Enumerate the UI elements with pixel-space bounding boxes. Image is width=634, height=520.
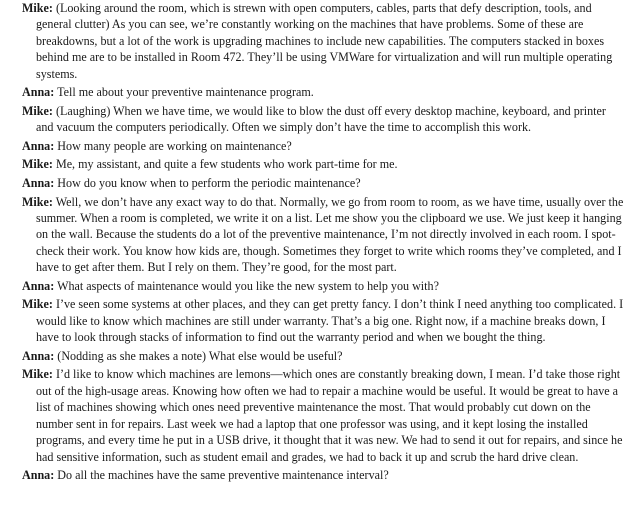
dialogue-turn — [22, 138, 626, 154]
dialogue-turn — [22, 156, 626, 172]
dialogue-turn — [22, 84, 626, 100]
speaker-label: Mike: — [22, 157, 53, 172]
dialogue-turn — [22, 467, 626, 483]
dialogue-text: (Looking around the room, which is strewn with open computers, cables, parts that defy description, tools, and general clutter) As you can see, we’re constantly working on the machines that have problems. Some of these are breakdowns, but a lot of the work is upgrading machines to include new capabilities. The computers stacked in boxes behind me are to be installed in Room 472. They’ll be using VMWare for virtualization and will run multiple operating systems. — [36, 1, 613, 81]
speaker-label: Mike: — [22, 297, 53, 312]
dialogue-text: What aspects of maintenance would you like the new system to help you with? — [57, 278, 439, 293]
speaker-label: Anna: — [22, 138, 55, 153]
speaker-label: Mike: — [22, 367, 53, 382]
speaker-label: Anna: — [22, 348, 55, 363]
dialogue-text: (Laughing) When we have time, we would like to blow the dust off every desktop machine, keyboard, and printer and vacuum the computers periodically. Often we simply don’t have the time to accomplish this work. — [36, 103, 606, 135]
speaker-label: Mike: — [22, 1, 53, 15]
dialogue-turn — [22, 103, 626, 136]
dialogue-turn — [22, 194, 626, 276]
dialogue-turn — [22, 348, 626, 364]
dialogue-turn — [22, 296, 626, 345]
dialogue-text: Do all the machines have the same preventive maintenance interval? — [57, 468, 389, 483]
dialogue-text: Well, we don’t have any exact way to do that. Normally, we go from room to room, as we have time, usually over the summer. When a room is completed, we write it on a list. Let me show you the clipboard we use. We just keep it hanging on the wall. Because the students do a lot of the preventive maintenance, I’m not directly involved in each room. I spot-check their work. You know how kids are, though. Sometimes they forget to write which rooms they’ve completed, and I have to get after them. But I rely on them. They’re good, for the most part. — [36, 194, 624, 275]
dialogue-text: Me, my assistant, and quite a few students who work part-time for me. — [55, 157, 398, 172]
speaker-label: Anna: — [22, 468, 55, 483]
dialogue-text: I’ve seen some systems at other places, and they can get pretty fancy. I don’t think I need anything too complicated. I would like to know which machines are still under warranty. That’s a big one. Right now, if a machine breaks down, I have to look through stacks of information to find out the warranty period and when we bought the thing. — [36, 297, 624, 345]
interview-transcript — [22, 0, 626, 484]
dialogue-turn — [22, 278, 626, 294]
speaker-label: Mike: — [22, 194, 53, 209]
dialogue-text: I’d like to know which machines are lemons—which ones are constantly breaking down, I mean. I’d take those right out of the high-usage areas. Knowing how often we had to repair a machine would be useful. It would be great to have a list of machines showing which ones need preventive maintenance the most. That would probably cut down on the number sent in for repairs. Last week we had a laptop that one professor was using, and it kept losing the installed programs, and every time he put in a USB drive, it thought that it was new. We had to send it out for repairs, and since he had sensitive information, such as student email and grades, we had to back it up and scrub the hard drive clean. — [36, 367, 623, 464]
dialogue-turn — [22, 175, 626, 191]
speaker-label: Anna: — [22, 278, 55, 293]
dialogue-turn — [22, 366, 626, 465]
speaker-label: Anna: — [22, 176, 55, 190]
speaker-label: Mike: — [22, 103, 53, 118]
speaker-label: Anna: — [22, 85, 55, 100]
dialogue-turn — [22, 0, 626, 82]
dialogue-text: (Nodding as she makes a note) What else would be useful? — [57, 348, 343, 363]
dialogue-text: Tell me about your preventive maintenance program. — [57, 85, 314, 100]
dialogue-text: How do you know when to perform the periodic maintenance? — [57, 176, 361, 190]
dialogue-text: How many people are working on maintenance? — [57, 138, 292, 153]
